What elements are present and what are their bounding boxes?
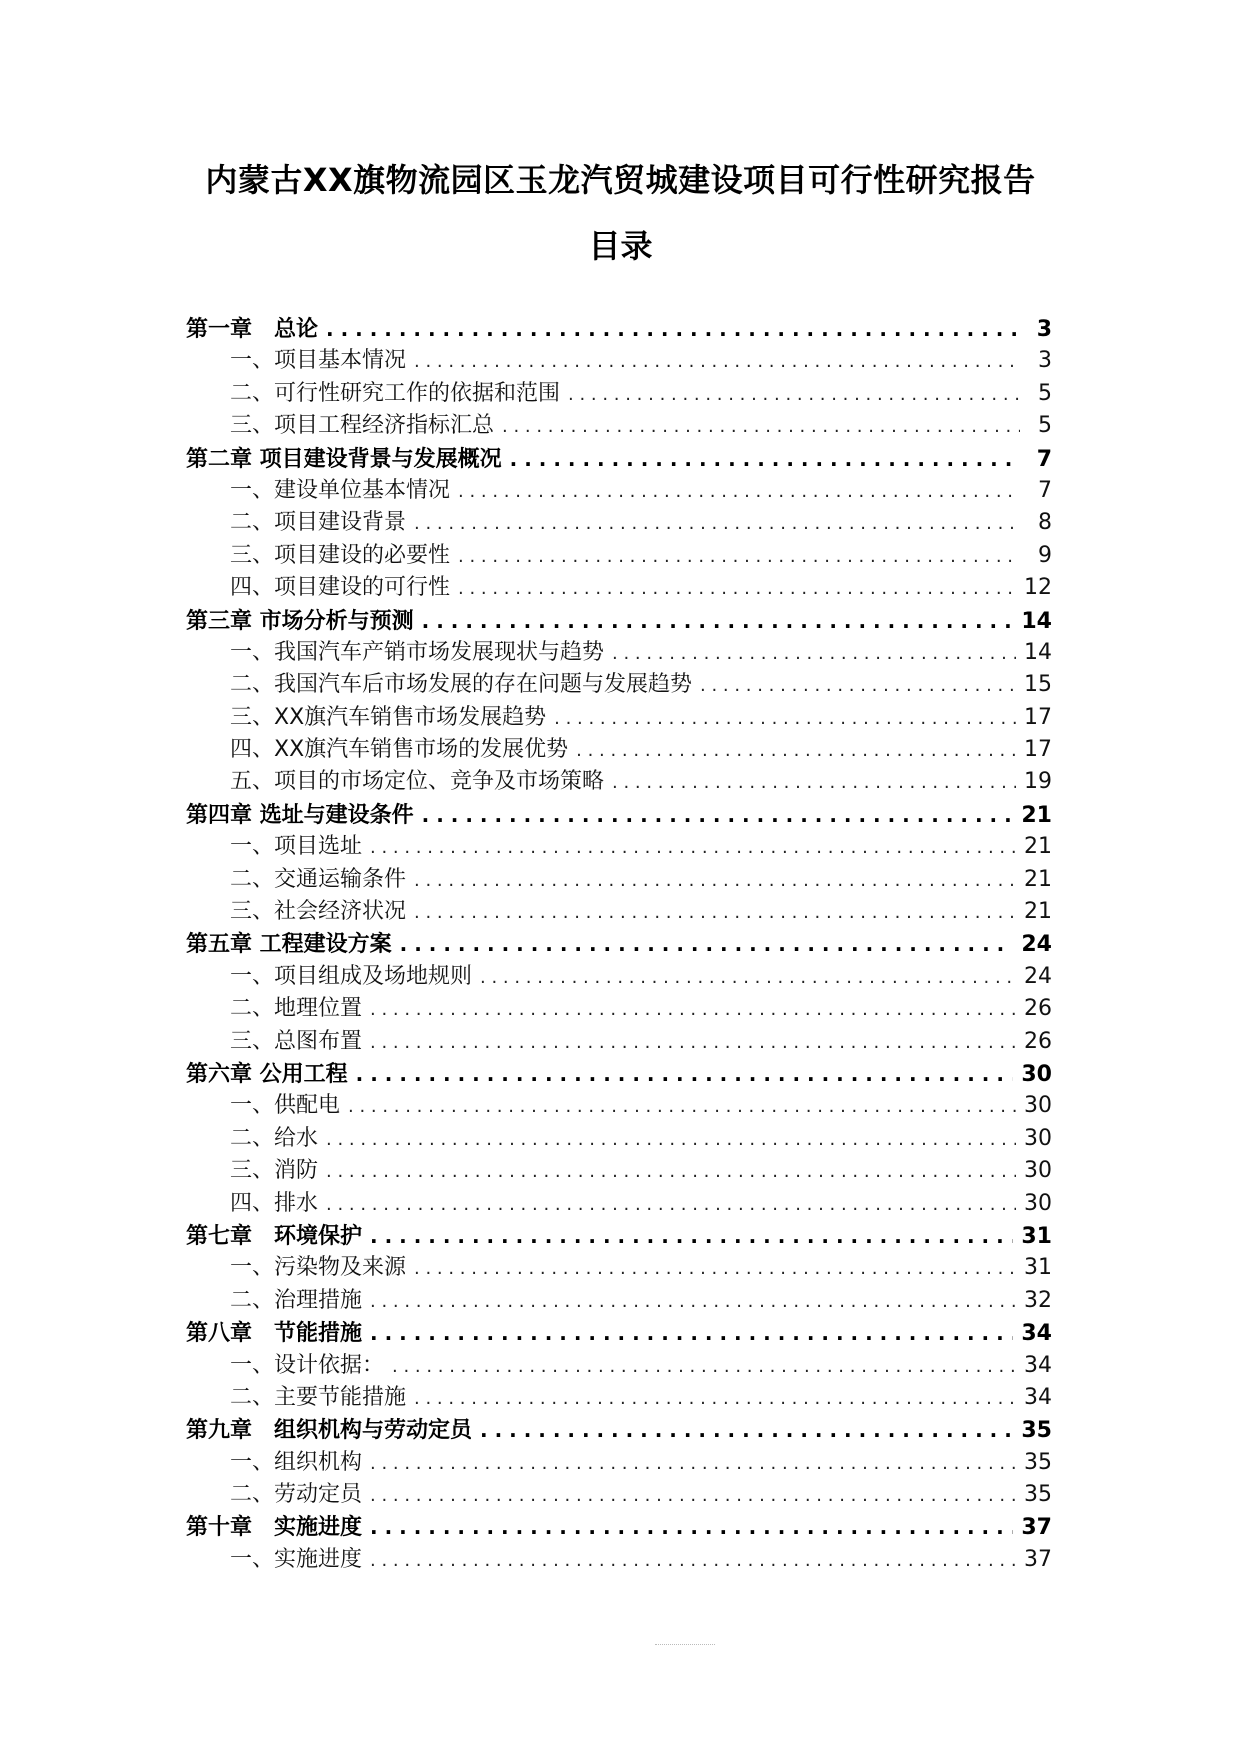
toc-entry-page: 32 — [1024, 1287, 1052, 1313]
toc-entry-label: 第二章 项目建设背景与发展概况 — [186, 446, 502, 472]
toc-dot-leader — [554, 703, 1016, 735]
toc-entry-page: 17 — [1024, 737, 1052, 763]
toc-entry-page: 24 — [1021, 932, 1052, 958]
toc-entry-label: 二、治理措施 — [230, 1287, 363, 1313]
toc-entry[interactable] — [186, 1479, 1052, 1511]
toc-entry-page: 3 — [1038, 348, 1052, 374]
toc-entry-page: 35 — [1024, 1449, 1052, 1475]
toc-entry[interactable] — [186, 345, 1052, 377]
toc-entry[interactable] — [186, 1220, 1052, 1252]
toc-dot-leader — [458, 476, 1020, 508]
toc-entry-page: 5 — [1038, 380, 1052, 406]
toc-dot-leader — [568, 379, 1020, 411]
toc-entry-page: 31 — [1024, 1255, 1052, 1281]
toc-entry[interactable] — [186, 1026, 1052, 1058]
toc-entry-label: 第八章 节能措施 — [186, 1321, 363, 1347]
toc-entry[interactable] — [186, 766, 1052, 798]
toc-entry[interactable] — [186, 896, 1052, 928]
toc-dot-leader — [414, 897, 1016, 929]
toc-dot-leader — [458, 541, 1020, 573]
toc-entry-page: 8 — [1038, 510, 1052, 536]
toc-entry-page: 34 — [1024, 1384, 1052, 1410]
toc-entry[interactable] — [186, 831, 1052, 863]
toc-entry[interactable] — [186, 864, 1052, 896]
toc-entry-label: 第六章 公用工程 — [186, 1061, 348, 1087]
toc-entry-label: 一、供配电 — [230, 1093, 341, 1119]
toc-entry-label: 一、设计依据： — [230, 1352, 385, 1378]
toc-entry-label: 第一章 总论 — [186, 317, 319, 342]
toc-entry-page: 24 — [1024, 963, 1052, 989]
toc-dot-leader — [370, 1317, 1013, 1349]
toc-entry[interactable] — [186, 540, 1052, 572]
toc-entry[interactable] — [186, 1382, 1052, 1414]
toc-entry-page: 35 — [1021, 1418, 1052, 1444]
toc-entry-label: 四、排水 — [230, 1190, 319, 1216]
toc-entry[interactable] — [186, 572, 1052, 604]
toc-dot-leader — [370, 1027, 1016, 1059]
toc-dot-leader — [370, 1286, 1016, 1318]
toc-entry[interactable] — [186, 605, 1052, 637]
toc-entry-page: 21 — [1024, 866, 1052, 892]
toc-entry[interactable] — [186, 669, 1052, 701]
toc-dot-leader — [326, 1156, 1016, 1188]
toc-entry-page: 26 — [1024, 1028, 1052, 1054]
page-footer-mark — [655, 1644, 715, 1647]
toc-dot-leader — [480, 962, 1016, 994]
toc-entry[interactable] — [186, 1155, 1052, 1187]
toc-entry-page: 30 — [1024, 1158, 1052, 1184]
toc-entry[interactable] — [186, 1058, 1052, 1090]
toc-entry[interactable] — [186, 799, 1052, 831]
toc-entry-label: 三、项目工程经济指标汇总 — [230, 413, 495, 439]
toc-entry[interactable] — [186, 1090, 1052, 1122]
toc-entry[interactable] — [186, 313, 1052, 345]
toc-dot-leader — [422, 799, 1014, 831]
toc-entry-label: 一、项目选址 — [230, 834, 363, 860]
toc-entry-label: 二、交通运输条件 — [230, 866, 407, 892]
toc-entry[interactable] — [186, 1123, 1052, 1155]
table-of-contents — [186, 313, 1052, 1576]
toc-entry-page: 34 — [1024, 1352, 1052, 1378]
toc-entry[interactable] — [186, 1511, 1052, 1543]
toc-entry[interactable] — [186, 1188, 1052, 1220]
toc-entry-label: 一、我国汽车产销市场发展现状与趋势 — [230, 639, 605, 665]
toc-entry[interactable] — [186, 443, 1052, 475]
toc-entry-label: 第十章 实施进度 — [186, 1515, 363, 1541]
toc-entry-label: 一、项目基本情况 — [230, 348, 407, 374]
toc-entry-page: 17 — [1024, 704, 1052, 730]
toc-entry-label: 二、主要节能措施 — [230, 1384, 407, 1410]
toc-entry-page: 19 — [1024, 769, 1052, 795]
toc-entry[interactable] — [186, 410, 1052, 442]
toc-entry[interactable] — [186, 734, 1052, 766]
toc-dot-leader — [612, 767, 1016, 799]
toc-entry[interactable] — [186, 993, 1052, 1025]
toc-dot-leader — [414, 1383, 1016, 1415]
toc-dot-leader — [414, 508, 1020, 540]
toc-entry[interactable] — [186, 1350, 1052, 1382]
toc-entry-label: 第四章 选址与建设条件 — [186, 802, 414, 828]
toc-entry-label: 第五章 工程建设方案 — [186, 932, 392, 958]
toc-entry[interactable] — [186, 961, 1052, 993]
toc-entry[interactable] — [186, 1252, 1052, 1284]
toc-dot-leader — [502, 411, 1020, 443]
toc-dot-leader — [370, 1220, 1013, 1252]
toc-dot-leader — [370, 994, 1016, 1026]
toc-dot-leader — [370, 1448, 1016, 1480]
toc-entry-label: 二、我国汽车后市场发展的存在问题与发展趋势 — [230, 672, 693, 698]
toc-entry-page: 14 — [1024, 639, 1052, 665]
toc-entry-label: 三、项目建设的必要性 — [230, 542, 451, 568]
toc-entry-page: 37 — [1021, 1515, 1052, 1541]
toc-entry-page: 34 — [1021, 1321, 1052, 1347]
toc-entry-label: 五、项目的市场定位、竞争及市场策略 — [230, 769, 605, 795]
toc-heading: 目录 — [588, 227, 653, 265]
toc-entry-page: 31 — [1021, 1223, 1052, 1249]
toc-entry-page: 26 — [1024, 996, 1052, 1022]
toc-dot-leader — [414, 865, 1016, 897]
toc-entry-label: 二、项目建设背景 — [230, 510, 407, 536]
toc-entry-label: 四、项目建设的可行性 — [230, 575, 451, 601]
toc-entry[interactable] — [186, 1285, 1052, 1317]
toc-entry-label: 一、组织机构 — [230, 1449, 363, 1475]
toc-dot-leader — [510, 443, 1020, 475]
toc-entry-label: 第九章 组织机构与劳动定员 — [186, 1418, 473, 1444]
toc-entry[interactable] — [186, 702, 1052, 734]
toc-entry-label: 一、项目组成及场地规则 — [230, 963, 473, 989]
toc-dot-leader — [326, 313, 1020, 345]
toc-entry-page: 37 — [1024, 1546, 1052, 1572]
toc-dot-leader — [576, 735, 1016, 767]
toc-entry-page: 21 — [1021, 802, 1052, 828]
toc-entry[interactable] — [186, 1544, 1052, 1576]
toc-dot-leader — [370, 1511, 1013, 1543]
toc-entry-page: 30 — [1024, 1093, 1052, 1119]
toc-entry[interactable] — [186, 378, 1052, 410]
toc-entry-label: 三、XX旗汽车销售市场发展趋势 — [230, 704, 547, 730]
toc-entry-label: 第三章 市场分析与预测 — [186, 608, 414, 634]
toc-dot-leader — [326, 1189, 1016, 1221]
toc-entry-label: 四、XX旗汽车销售市场的发展优势 — [230, 737, 569, 763]
toc-entry-page: 30 — [1021, 1061, 1052, 1087]
toc-dot-leader — [370, 832, 1016, 864]
toc-entry-label: 二、地理位置 — [230, 996, 363, 1022]
toc-dot-leader — [700, 670, 1016, 702]
toc-dot-leader — [370, 1545, 1016, 1577]
toc-entry-page: 7 — [1038, 477, 1052, 503]
toc-dot-leader — [356, 1058, 1014, 1090]
toc-entry-page: 30 — [1024, 1190, 1052, 1216]
toc-entry[interactable] — [186, 475, 1052, 507]
toc-entry-label: 一、实施进度 — [230, 1546, 363, 1572]
toc-entry-label: 一、建设单位基本情况 — [230, 477, 451, 503]
toc-entry[interactable] — [186, 507, 1052, 539]
toc-entry-label: 三、社会经济状况 — [230, 899, 407, 925]
toc-dot-leader — [400, 928, 1014, 960]
toc-entry-page: 3 — [1036, 317, 1052, 342]
toc-entry-page: 14 — [1021, 608, 1052, 634]
toc-entry[interactable] — [186, 637, 1052, 669]
toc-dot-leader — [392, 1351, 1016, 1383]
toc-entry-page: 30 — [1024, 1125, 1052, 1151]
toc-entry-page: 7 — [1036, 446, 1052, 472]
toc-dot-leader — [480, 1414, 1013, 1446]
toc-entry-label: 二、劳动定员 — [230, 1482, 363, 1508]
toc-dot-leader — [458, 573, 1016, 605]
toc-entry[interactable] — [186, 928, 1052, 960]
toc-entry-page: 15 — [1024, 672, 1052, 698]
toc-dot-leader — [370, 1480, 1016, 1512]
toc-entry-label: 三、消防 — [230, 1158, 319, 1184]
toc-entry-page: 5 — [1038, 413, 1052, 439]
toc-dot-leader — [326, 1124, 1016, 1156]
toc-entry-label: 一、污染物及来源 — [230, 1255, 407, 1281]
toc-dot-leader — [414, 1253, 1016, 1285]
toc-entry-label: 第七章 环境保护 — [186, 1223, 363, 1249]
toc-dot-leader — [414, 346, 1020, 378]
toc-entry-label: 二、给水 — [230, 1125, 319, 1151]
toc-entry[interactable] — [186, 1447, 1052, 1479]
toc-dot-leader — [612, 638, 1016, 670]
toc-entry-page: 9 — [1038, 542, 1052, 568]
toc-entry-page: 21 — [1024, 834, 1052, 860]
toc-dot-leader — [348, 1091, 1016, 1123]
toc-entry-label: 三、总图布置 — [230, 1028, 363, 1054]
document-title: 内蒙古XX旗物流园区玉龙汽贸城建设项目可行性研究报告 — [205, 161, 1036, 199]
toc-entry-label: 二、可行性研究工作的依据和范围 — [230, 380, 561, 406]
toc-entry-page: 21 — [1024, 899, 1052, 925]
toc-entry[interactable] — [186, 1414, 1052, 1446]
toc-entry-page: 35 — [1024, 1482, 1052, 1508]
toc-entry-page: 12 — [1024, 575, 1052, 601]
toc-entry[interactable] — [186, 1317, 1052, 1349]
toc-dot-leader — [422, 605, 1014, 637]
